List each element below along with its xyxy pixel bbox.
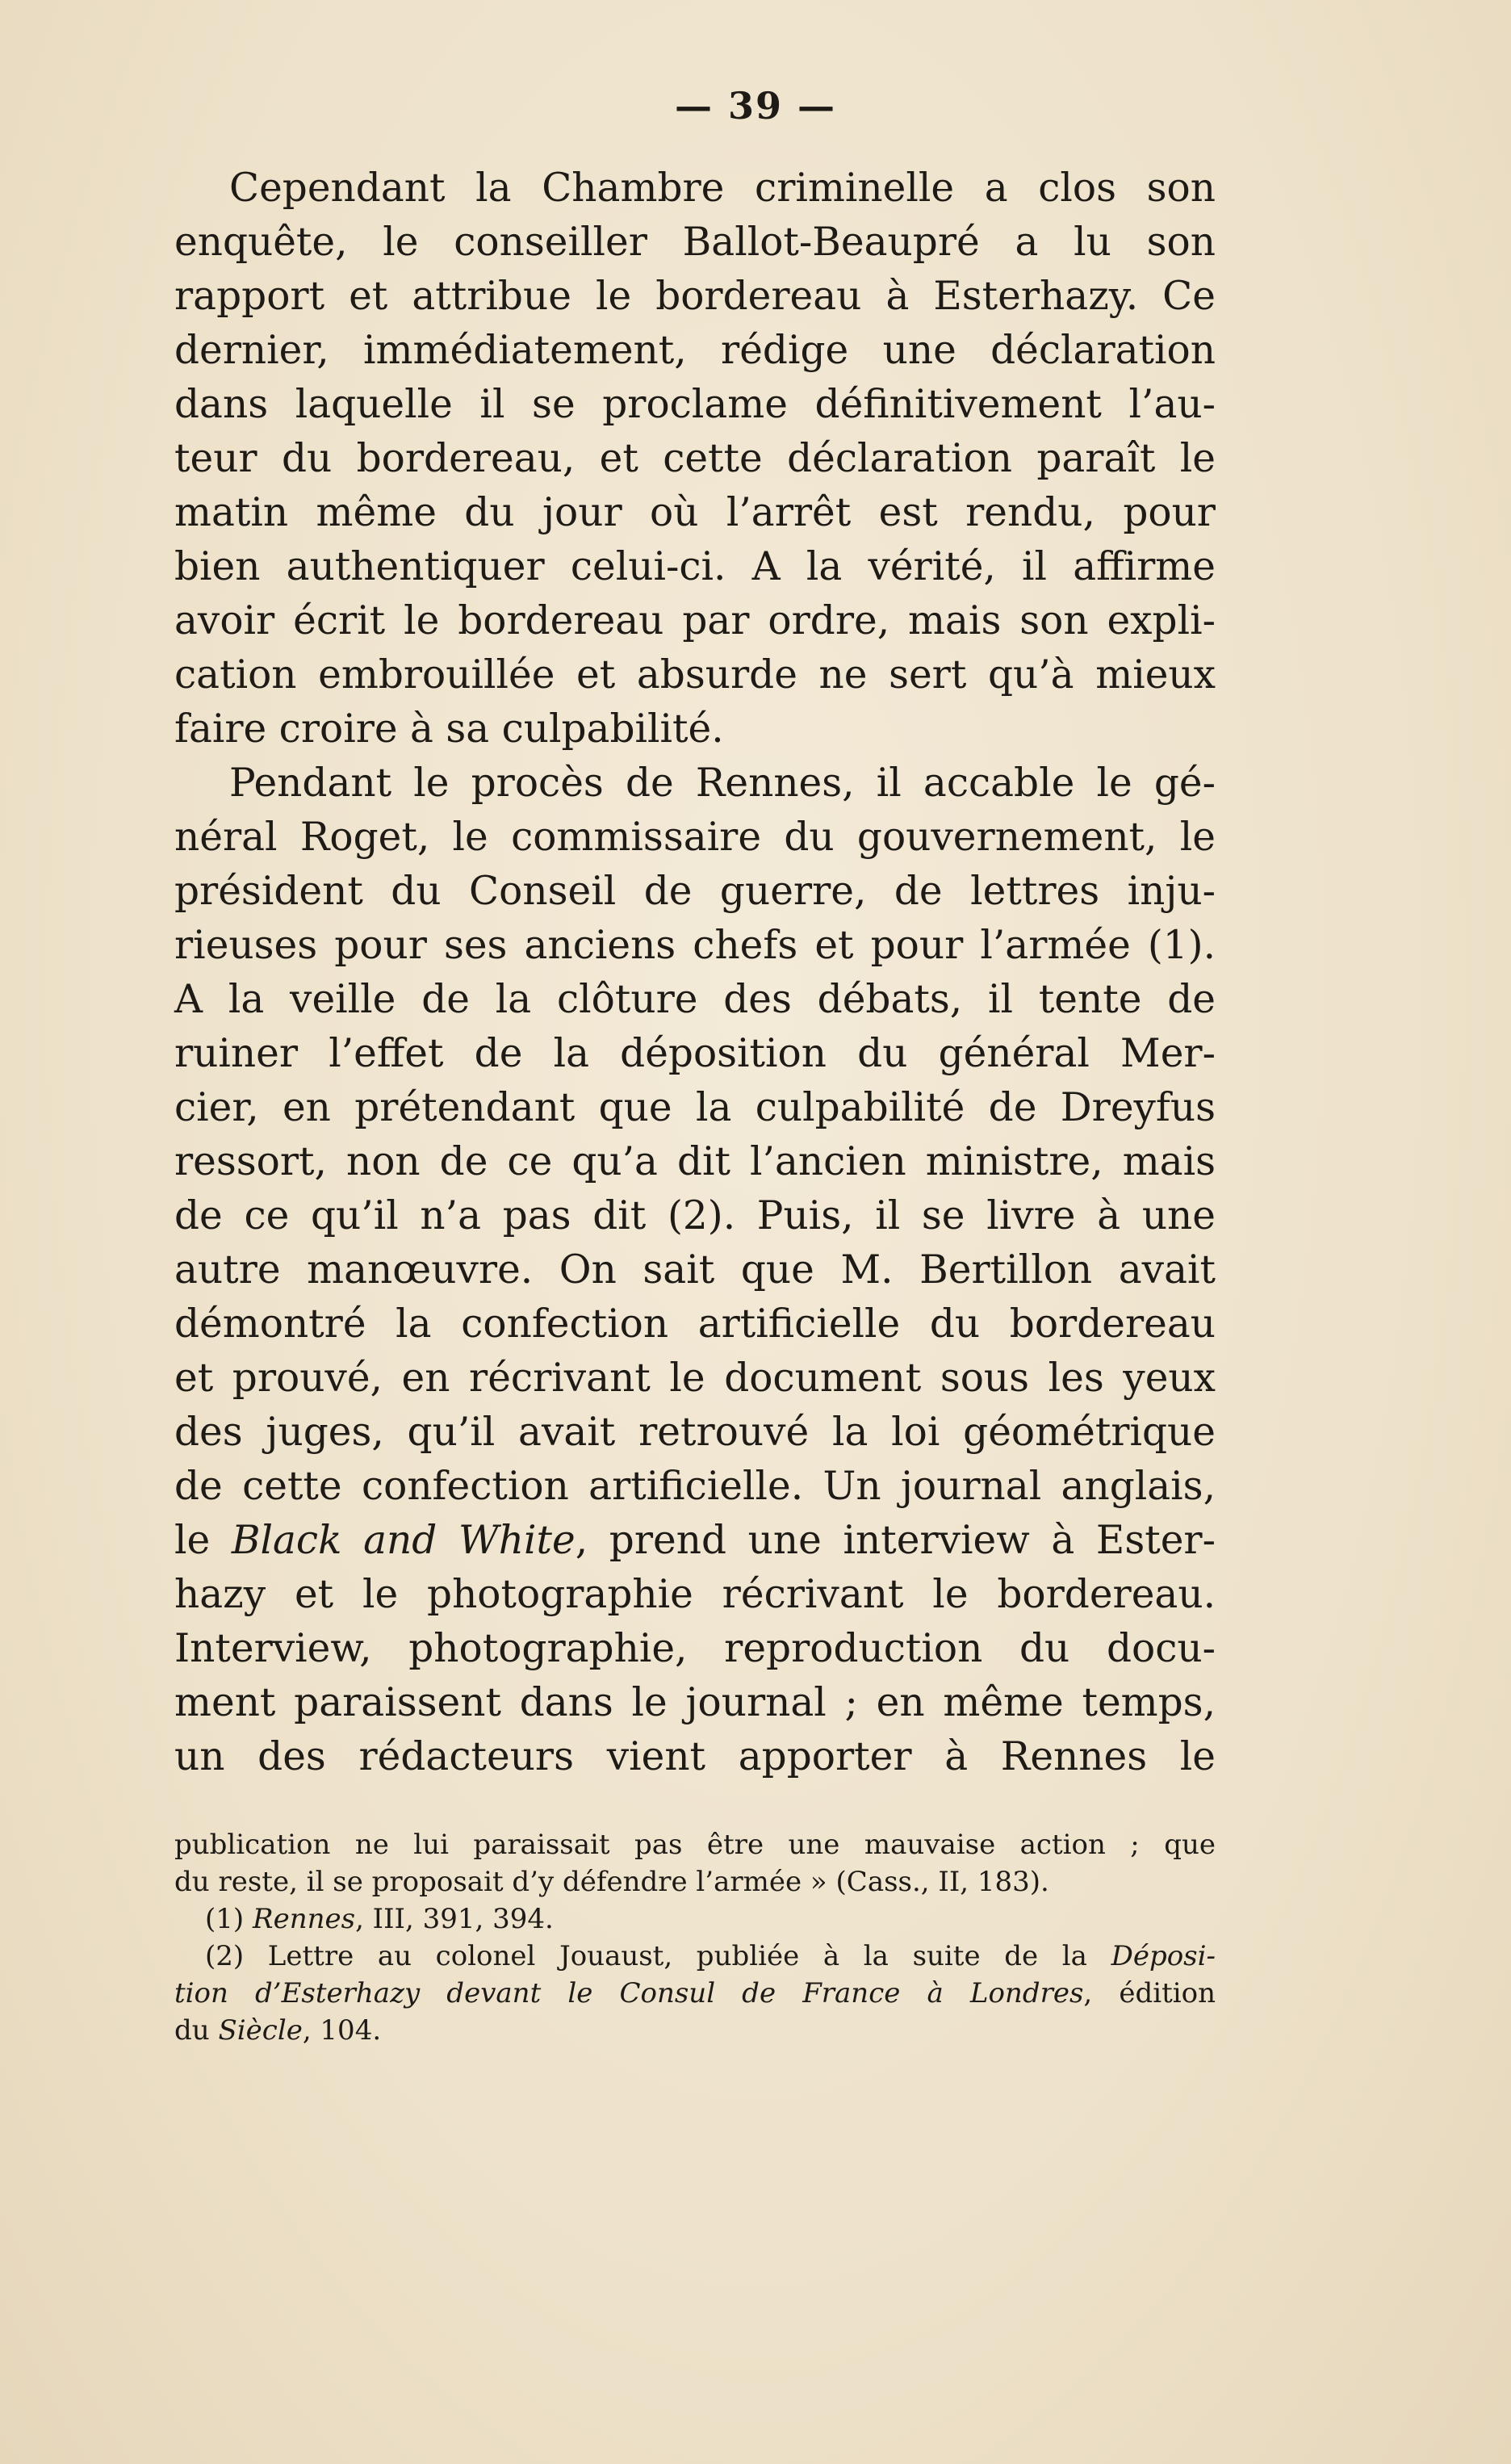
- text-line: et prouvé, en récrivant le document sous les yeux: [174, 1356, 1216, 1401]
- footnote-text: , édition: [1083, 1977, 1216, 2009]
- footnote-line: du reste, il se proposait d’y défendre l’armée » (Cass., II, 183).: [174, 1866, 1049, 1898]
- text-line: faire croire à sa culpabilité.: [174, 706, 724, 752]
- footnote-italic: tion d’Esterhazy devant le Consul de France à Londres: [174, 1977, 1084, 2009]
- text-line: matin même du jour où l’arrêt est rendu, pour: [174, 490, 1216, 535]
- newspaper-title: Black and White: [231, 1518, 576, 1563]
- footnote-2-line-2: [174, 1975, 1216, 2012]
- text-line: autre manœuvre. On sait que M. Bertillon avait: [174, 1247, 1216, 1293]
- text-line-with-italic: [174, 1514, 1216, 1568]
- text-line: néral Roget, le commissaire du gouvernement, le: [174, 815, 1216, 860]
- footnote-marker: (1): [205, 1903, 253, 1935]
- footnote-text: , III, 391, 394.: [355, 1903, 554, 1935]
- footnotes: [174, 1826, 1216, 2049]
- text-line: président du Conseil de guerre, de lettres inju-: [174, 869, 1216, 914]
- text-line: un des rédacteurs vient apporter à Rennes le: [174, 1734, 1216, 1779]
- footnote-text: , 104.: [302, 2014, 382, 2047]
- text-line: dans laquelle il se proclame définitivement l’au-: [174, 382, 1216, 427]
- text-segment: le: [174, 1518, 232, 1563]
- text-line: ment paraissent dans le journal ; en même temps,: [174, 1680, 1216, 1725]
- text-line: avoir écrit le bordereau par ordre, mais son expli-: [174, 598, 1216, 643]
- text-line: cier, en prétendant que la culpabilité de Dreyfus: [174, 1085, 1216, 1130]
- text-line: rieuses pour ses anciens chefs et pour l’armée (1).: [174, 923, 1216, 968]
- text-line: enquête, le conseiller Ballot-Beaupré a lu son: [174, 220, 1216, 265]
- text-line: des juges, qu’il avait retrouvé la loi géométrique: [174, 1410, 1216, 1455]
- text-line: dernier, immédiatement, rédige une déclaration: [174, 328, 1216, 373]
- text-line: cation embrouillée et absurde ne sert qu’à mieux: [174, 652, 1216, 698]
- text-line: teur du bordereau, et cette déclaration paraît le: [174, 436, 1216, 481]
- footnote-1: [174, 1900, 1216, 1938]
- text-line: Pendant le procès de Rennes, il accable le gé-: [229, 761, 1216, 806]
- text-line: ressort, non de ce qu’a dit l’ancien ministre, mais: [174, 1139, 1216, 1184]
- text-line: Cependant la Chambre criminelle a clos son: [229, 166, 1216, 211]
- text-line: bien authentiquer celui-ci. A la vérité, il affirme: [174, 544, 1216, 589]
- text-line: Interview, photographie, reproduction du docu-: [174, 1626, 1216, 1671]
- footnote-text: (2) Lettre au colonel Jouaust, publiée à la suite de la: [205, 1940, 1111, 1972]
- text-line: hazy et le photographie récrivant le bordereau.: [174, 1572, 1216, 1617]
- footnote-italic: Siècle: [218, 2014, 303, 2047]
- footnote-text: du: [174, 2014, 219, 2047]
- text-line: de ce qu’il n’a pas dit (2). Puis, il se livre à une: [174, 1193, 1216, 1238]
- text-line: démontré la confection artificielle du bordereau: [174, 1301, 1216, 1347]
- footnote-italic: Déposi-: [1111, 1940, 1216, 1972]
- text-line: de cette confection artificielle. Un journal anglais,: [174, 1464, 1216, 1509]
- footnote-2-line-3: [174, 2012, 1216, 2049]
- text-segment: , prend une interview à Ester-: [575, 1518, 1216, 1563]
- footnote-line: publication ne lui paraissait pas être une mauvaise action ; que: [174, 1829, 1216, 1861]
- footnote-italic: Rennes: [252, 1903, 356, 1935]
- text-line: A la veille de la clôture des débats, il tente de: [174, 977, 1216, 1022]
- footnote-2-line-1: [174, 1938, 1216, 1975]
- text-line: rapport et attribue le bordereau à Esterhazy. Ce: [174, 274, 1216, 319]
- page-number: — 39 —: [674, 84, 837, 128]
- body-text: [174, 161, 1216, 1784]
- text-line: ruiner l’effet de la déposition du général Mer-: [174, 1031, 1216, 1076]
